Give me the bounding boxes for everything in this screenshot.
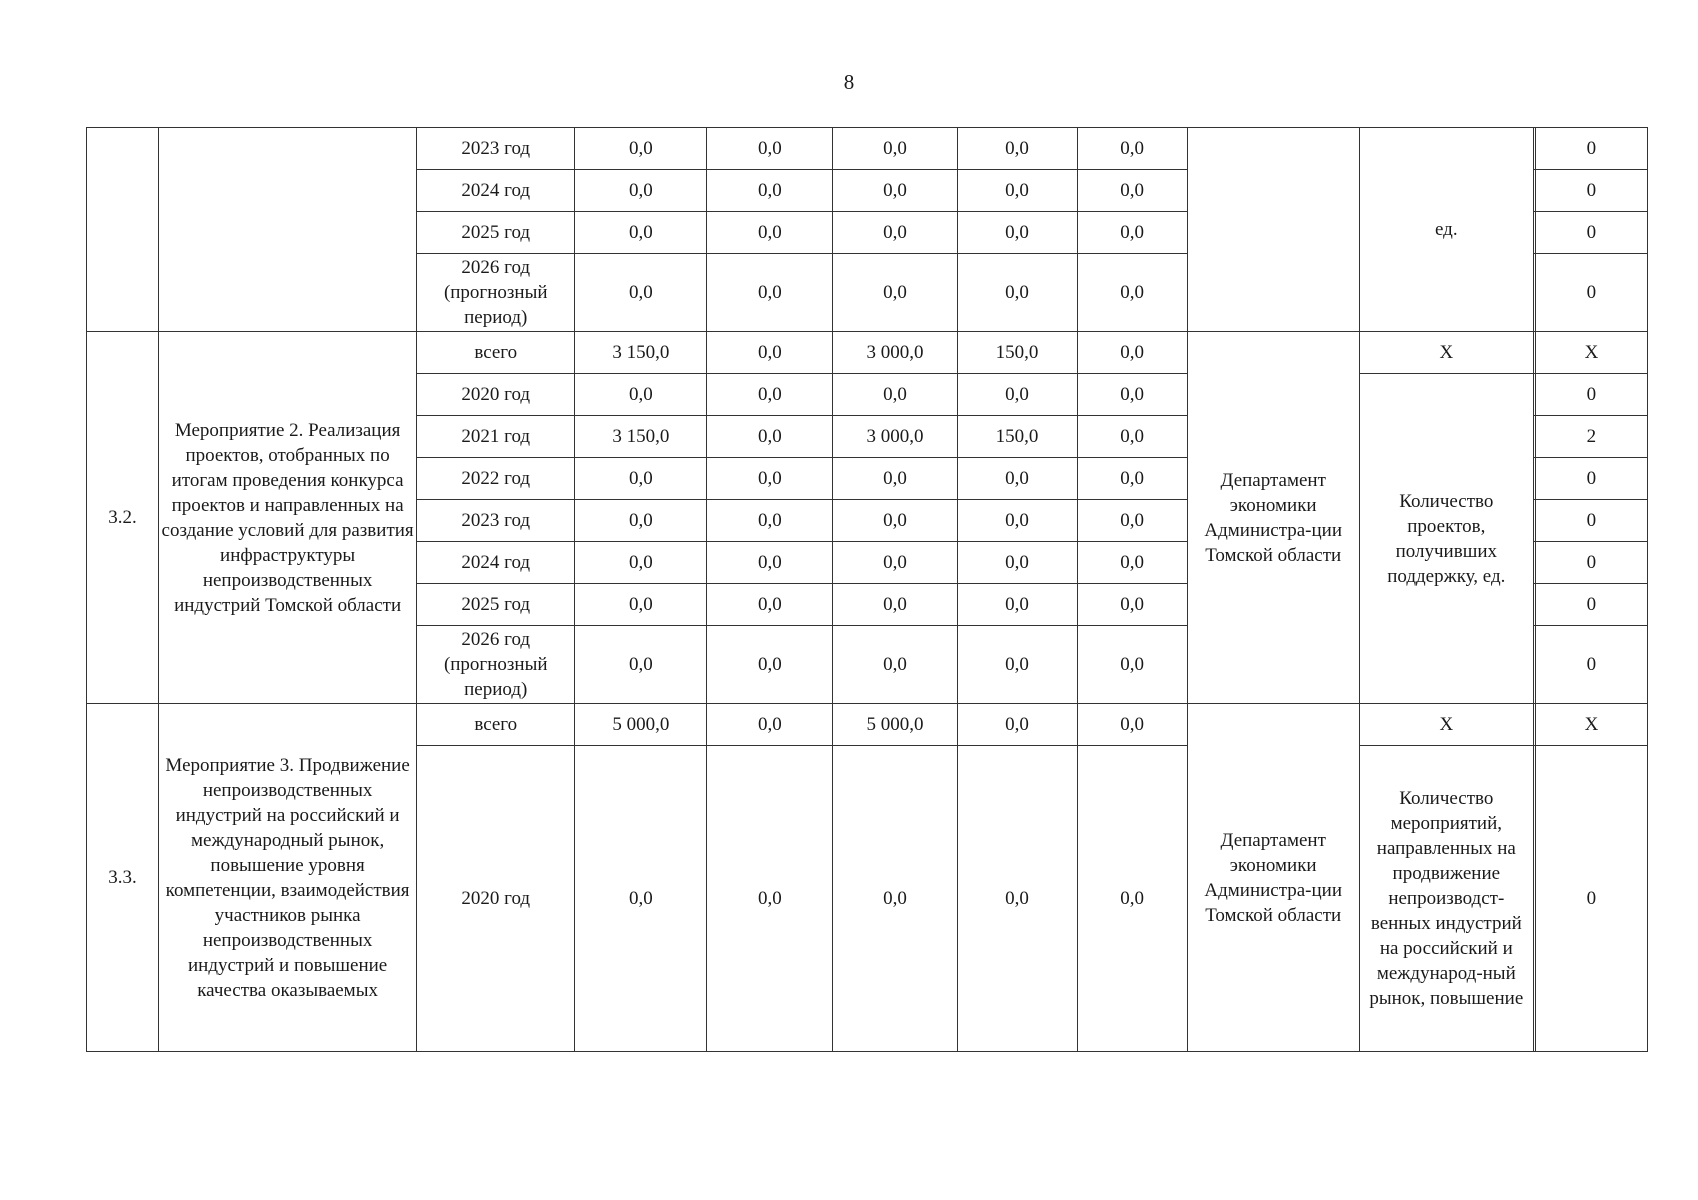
department-cell: Департамент экономики Администра-ции Томской области [1187,332,1359,704]
value-cell: 3 150,0 [575,416,707,458]
value-cell: 0,0 [1077,500,1187,542]
value-cell: 0,0 [957,704,1077,746]
value-cell: 0,0 [575,542,707,584]
value-cell: 0,0 [957,584,1077,626]
value-cell: 0,0 [707,170,833,212]
target-cell: 0 [1535,500,1647,542]
value-cell: 0,0 [957,746,1077,1052]
value-cell: 0,0 [957,254,1077,332]
target-cell: 0 [1535,254,1647,332]
value-cell: 0,0 [707,416,833,458]
year-cell: всего [417,332,575,374]
value-cell: 0,0 [707,746,833,1052]
year-cell: 2026 год (прогнозный период) [417,626,575,704]
value-cell: 0,0 [833,458,957,500]
value-cell: 0,0 [833,254,957,332]
value-cell: 0,0 [833,626,957,704]
value-cell: 3 150,0 [575,332,707,374]
value-cell: 0,0 [1077,416,1187,458]
value-cell: 0,0 [575,746,707,1052]
year-cell: 2024 год [417,542,575,584]
department-cell: Департамент экономики Администра-ции Томской области [1187,704,1359,1052]
value-cell: 0,0 [1077,542,1187,584]
value-cell: 0,0 [707,374,833,416]
value-cell: 0,0 [1077,584,1187,626]
value-cell: 0,0 [1077,332,1187,374]
value-cell: 0,0 [575,584,707,626]
value-cell: 0,0 [1077,704,1187,746]
value-cell: 5 000,0 [833,704,957,746]
value-cell: 0,0 [1077,128,1187,170]
value-cell: 0,0 [707,332,833,374]
activity-name: Мероприятие 2. Реализация проектов, отобранных по итогам проведения конкурса проектов и направленных на создание условий для развития инфраструктуры непроизводственных индустрий Томской области [159,332,417,704]
value-cell: 0,0 [957,374,1077,416]
target-cell: 0 [1535,128,1647,170]
value-cell: 0,0 [575,374,707,416]
value-cell: 0,0 [957,128,1077,170]
value-cell: 0,0 [957,458,1077,500]
department-cell [1187,128,1359,332]
value-cell: 150,0 [957,416,1077,458]
value-cell: 0,0 [1077,254,1187,332]
value-cell: 0,0 [575,500,707,542]
year-cell: 2023 год [417,128,575,170]
value-cell: 3 000,0 [833,416,957,458]
value-cell: 0,0 [1077,170,1187,212]
target-cell: 0 [1535,542,1647,584]
year-cell: 2025 год [417,584,575,626]
year-cell: 2023 год [417,500,575,542]
value-cell: 0,0 [833,170,957,212]
year-cell: 2026 год (прогнозный период) [417,254,575,332]
target-cell: 0 [1535,374,1647,416]
value-cell: 0,0 [1077,746,1187,1052]
value-cell: 0,0 [833,500,957,542]
value-cell: 0,0 [833,128,957,170]
value-cell: 0,0 [707,254,833,332]
value-cell: 0,0 [707,704,833,746]
activity-name: Мероприятие 3. Продвижение непроизводственных индустрий на российский и международный рынок, повышение уровня компетенции, взаимодействия участников рынка непроизводственных индустрий и повышение качества оказываемых [159,704,417,1052]
value-cell: 0,0 [833,584,957,626]
value-cell: 0,0 [833,542,957,584]
value-cell: 5 000,0 [575,704,707,746]
indicator-cell: Количество проектов, получивших поддержку, ед. [1359,374,1533,704]
item-number: 3.3. [87,704,159,1052]
value-cell: 0,0 [707,500,833,542]
target-cell: 0 [1535,170,1647,212]
value-cell: 150,0 [957,332,1077,374]
indicator-total-cell: X [1359,704,1533,746]
year-cell: 2021 год [417,416,575,458]
value-cell: 0,0 [957,500,1077,542]
target-cell: 2 [1535,416,1647,458]
value-cell: 0,0 [575,458,707,500]
program-activities-table [86,127,1648,1052]
number-cell [87,128,159,332]
table-row [87,128,1648,170]
year-cell: 2020 год [417,374,575,416]
value-cell: 0,0 [707,212,833,254]
target-cell: X [1535,704,1647,746]
year-cell: 2022 год [417,458,575,500]
value-cell: 3 000,0 [833,332,957,374]
value-cell: 0,0 [1077,626,1187,704]
value-cell: 0,0 [575,626,707,704]
year-cell: 2025 год [417,212,575,254]
target-cell: 0 [1535,626,1647,704]
value-cell: 0,0 [833,212,957,254]
target-cell: X [1535,332,1647,374]
target-cell: 0 [1535,458,1647,500]
page-number: 8 [843,70,855,94]
value-cell: 0,0 [707,542,833,584]
indicator-total-cell: X [1359,332,1533,374]
table-row [87,704,1648,746]
value-cell: 0,0 [833,746,957,1052]
value-cell: 0,0 [1077,212,1187,254]
value-cell: 0,0 [957,170,1077,212]
year-cell: всего [417,704,575,746]
value-cell: 0,0 [957,626,1077,704]
indicator-cell: ед. [1359,128,1533,332]
value-cell: 0,0 [707,584,833,626]
value-cell: 0,0 [575,254,707,332]
value-cell: 0,0 [957,542,1077,584]
year-cell: 2020 год [417,746,575,1052]
target-cell: 0 [1535,746,1647,1052]
value-cell: 0,0 [833,374,957,416]
item-number: 3.2. [87,332,159,704]
name-cell [159,128,417,332]
value-cell: 0,0 [707,626,833,704]
value-cell: 0,0 [1077,458,1187,500]
target-cell: 0 [1535,584,1647,626]
table-row [87,332,1648,374]
value-cell: 0,0 [707,458,833,500]
value-cell: 0,0 [575,170,707,212]
value-cell: 0,0 [1077,374,1187,416]
value-cell: 0,0 [575,212,707,254]
target-cell: 0 [1535,212,1647,254]
value-cell: 0,0 [575,128,707,170]
value-cell: 0,0 [957,212,1077,254]
year-cell: 2024 год [417,170,575,212]
indicator-cell: Количество мероприятий, направленных на продвижение непроизводст-венных индустрий на российский и международ-ный рынок, повышение [1359,746,1533,1052]
value-cell: 0,0 [707,128,833,170]
